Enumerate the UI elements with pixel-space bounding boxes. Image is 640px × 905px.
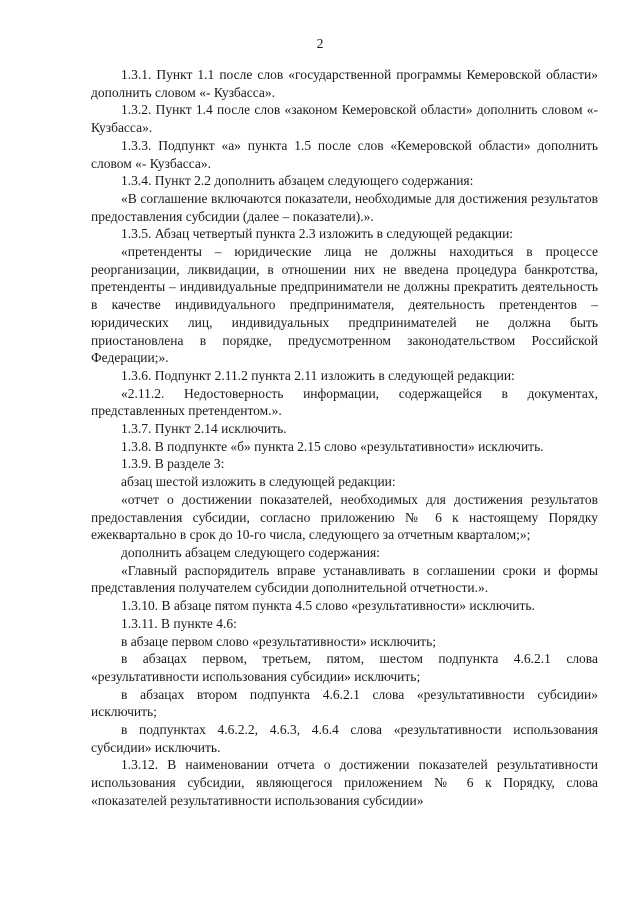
paragraph: «отчет о достижении показателей, необходимых для достижения результатов предоставления субсидии, согласно приложению № 6 к настоящему Порядку ежеквартально в срок до 10-го числа, следующего за отчетным кварталом;»; [91, 491, 598, 543]
paragraph: 1.3.4. Пункт 2.2 дополнить абзацем следующего содержания: [121, 173, 474, 189]
document-body [91, 66, 598, 810]
paragraph: 1.3.8. В подпункте «б» пункта 2.15 слово «результативности» исключить. [121, 438, 544, 454]
paragraph: «Главный распорядитель вправе устанавливать в соглашении сроки и формы представления получателем субсидии дополнительной отчетности.». [91, 562, 598, 596]
paragraph: в абзацах первом, третьем, пятом, шестом подпункта 4.6.2.1 слова «результативности использования субсидии» исключить; [91, 651, 598, 684]
paragraph: 1.3.5. Абзац четвертый пункта 2.3 изложить в следующей редакции: [121, 226, 514, 242]
paragraph: 1.3.1. Пункт 1.1 после слов «государственной программы Кемеровской области» дополнить словом «- Кузбасса». [91, 67, 598, 100]
paragraph: «претенденты – юридические лица не должны находиться в процессе реорганизации, ликвидации, в отношении них не введена процедура банкротства, претенденты – индивидуальные предприниматели не должны прекратить деятельность в качестве индивидуального предпринимателя, деятельность претендентов – юридических лиц, индивидуальных предпринимателей не должна быть приостановлена в порядке, предусмотренном законодательством Российской Федерации;». [91, 244, 598, 366]
paragraph: «2.11.2. Недостоверность информации, содержащейся в документах, представленных претендентом.». [91, 385, 598, 419]
paragraph: 1.3.2. Пункт 1.4 после слов «законом Кемеровской области» дополнить словом «- Кузбасса». [91, 102, 598, 136]
page-number: 2 [316, 36, 324, 51]
paragraph: абзац шестой изложить в следующей редакции: [121, 474, 396, 490]
paragraph: 1.3.6. Подпункт 2.11.2 пункта 2.11 изложить в следующей редакции: [121, 367, 515, 383]
paragraph: 1.3.7. Пункт 2.14 исключить. [121, 421, 287, 437]
paragraph: «В соглашение включаются показатели, необходимые для достижения результатов предоставления субсидии (далее – показатели).». [91, 190, 598, 224]
paragraph: в абзаце первом слово «результативности» исключить; [121, 633, 436, 649]
paragraph: в подпунктах 4.6.2.2, 4.6.3, 4.6.4 слова «результативности использования субсидии» исключить. [91, 722, 598, 755]
paragraph: 1.3.3. Подпункт «а» пункта 1.5 после слов «Кемеровской области» дополнить словом «- Кузбасса». [91, 137, 598, 171]
paragraph: 1.3.9. В разделе 3: [121, 456, 225, 472]
paragraph: дополнить абзацем следующего содержания: [121, 544, 381, 560]
paragraph: в абзацах втором подпункта 4.6.2.1 слова «результативности субсидии» исключить; [91, 686, 598, 720]
paragraph: 1.3.12. В наименовании отчета о достижении показателей результативности использования субсидии, являющегося приложением № 6 к Порядку, слова «показателей результативности использования субсидии» [91, 757, 598, 808]
paragraph: 1.3.11. В пункте 4.6: [121, 615, 237, 631]
paragraph: 1.3.10. В абзаце пятом пункта 4.5 слово «результативности» исключить. [121, 598, 535, 614]
